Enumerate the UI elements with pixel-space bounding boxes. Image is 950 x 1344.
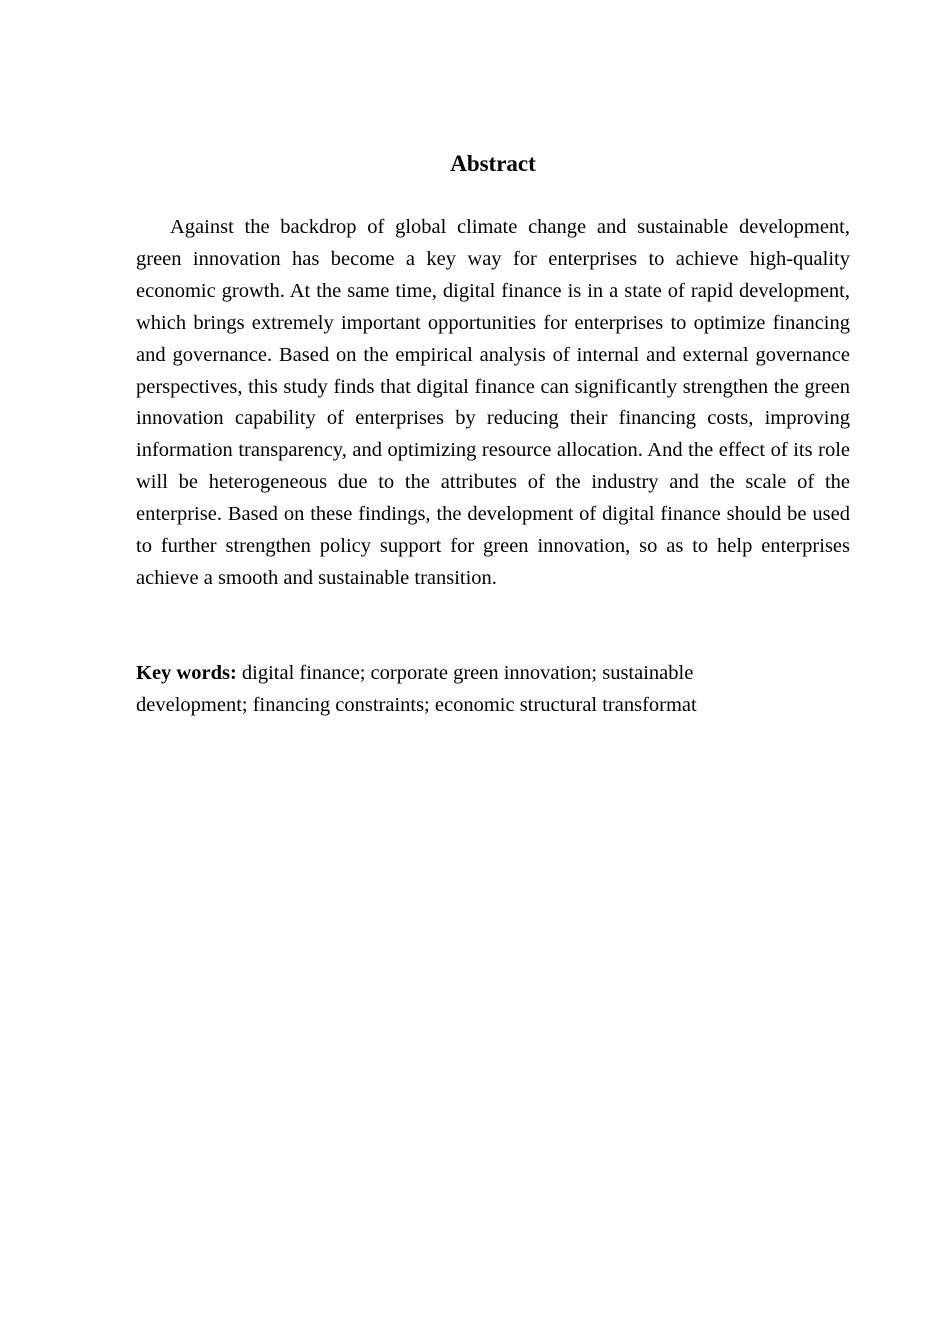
keywords-line (136, 658, 756, 722)
keywords-label: Key words: (136, 662, 237, 684)
page-title: Abstract (450, 151, 536, 176)
abstract-paragraph: Against the backdrop of global climate change and sustainable development, green innovation has become a key way for enterprises to achieve high-quality economic growth. At the same time, digital finance is in a state of rapid development, which brings extremely important opportunities for enterprises to optimize financing and governance. Based on the empirical analysis of internal and external governance perspectives, this study finds that digital finance can significantly strengthen the green innovation capability of enterprises by reducing their financing costs, improving information transparency, and optimizing resource allocation. And the effect of its role will be heterogeneous due to the attributes of the industry and the scale of the enterprise. Based on these findings, the development of digital finance should be used to further strengthen policy support for green innovation, so as to help enterprises achieve a smooth and sustainable transition. (136, 216, 850, 589)
keywords-text: digital finance; corporate green innovation; sustainable development; financing constraints; economic structural transformat (136, 662, 697, 716)
